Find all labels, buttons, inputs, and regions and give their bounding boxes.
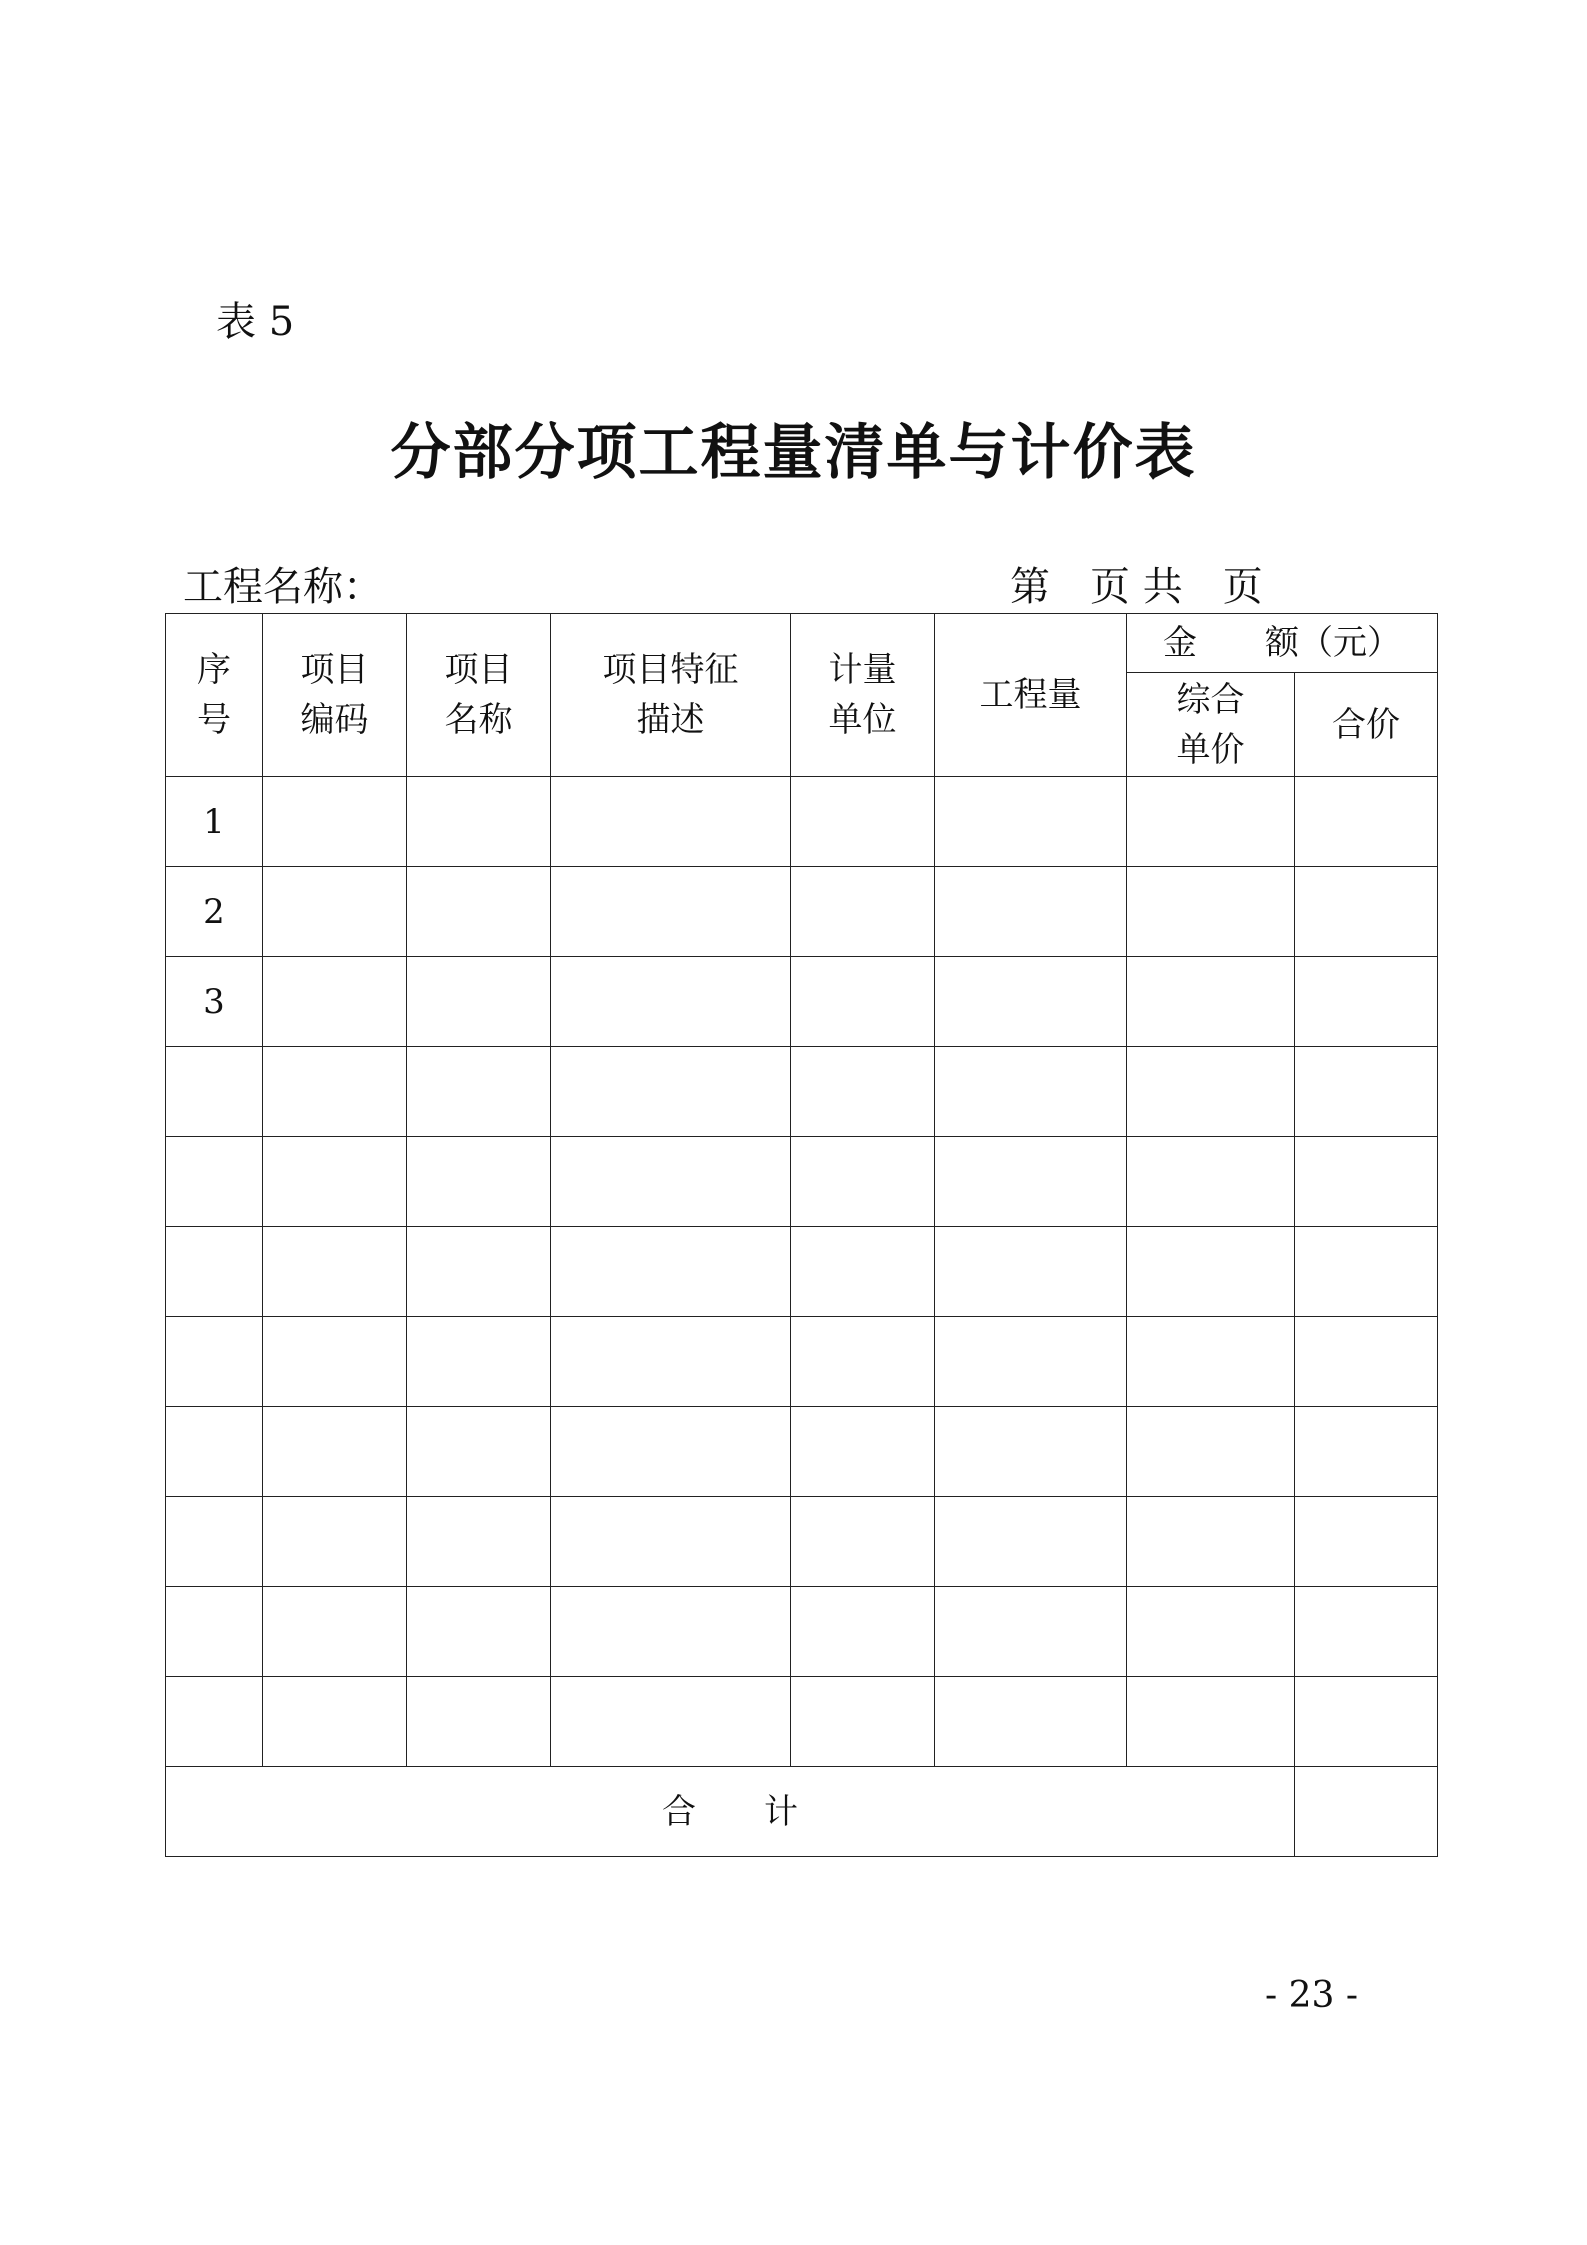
- cell-seq: 2: [166, 867, 263, 957]
- cell-quantity: [935, 1227, 1127, 1317]
- cell-total-price: [1295, 1407, 1438, 1497]
- cell-total-price: [1295, 777, 1438, 867]
- cell-item-description: [551, 1677, 791, 1767]
- cell-item-description: [551, 957, 791, 1047]
- cell-unit: [791, 867, 935, 957]
- cell-quantity: [935, 1677, 1127, 1767]
- table-row: [166, 1677, 1438, 1767]
- cell-unit-price: [1127, 1497, 1295, 1587]
- cell-item-name: [407, 777, 551, 867]
- table-row: [166, 1047, 1438, 1137]
- cell-unit-price: [1127, 777, 1295, 867]
- cell-seq: [166, 1227, 263, 1317]
- cell-seq: [166, 1137, 263, 1227]
- cell-seq: [166, 1677, 263, 1767]
- cell-unit: [791, 1497, 935, 1587]
- header-seq: 序 号: [166, 614, 263, 777]
- cell-quantity: [935, 1587, 1127, 1677]
- cell-total-price: [1295, 1227, 1438, 1317]
- cell-unit-price: [1127, 1047, 1295, 1137]
- bill-of-quantities-table: [165, 613, 1438, 1857]
- cell-unit-price: [1127, 1677, 1295, 1767]
- cell-seq: [166, 1497, 263, 1587]
- header-total-price: 合价: [1295, 673, 1438, 777]
- cell-total-price: [1295, 1677, 1438, 1767]
- cell-seq: [166, 1047, 263, 1137]
- cell-item-name: [407, 1677, 551, 1767]
- table-row: [166, 1317, 1438, 1407]
- total-value-cell: [1295, 1767, 1438, 1857]
- cell-unit-price: [1127, 1137, 1295, 1227]
- table-row: [166, 1227, 1438, 1317]
- header-unit: 计量 单位: [791, 614, 935, 777]
- page-number: - 23 -: [1265, 1975, 1359, 2016]
- header-item-name: 项目 名称: [407, 614, 551, 777]
- cell-item-code: [263, 957, 407, 1047]
- cell-quantity: [935, 1497, 1127, 1587]
- cell-quantity: [935, 1407, 1127, 1497]
- header-unit-price: 综合 单价: [1127, 673, 1295, 777]
- cell-quantity: [935, 1317, 1127, 1407]
- cell-seq: 3: [166, 957, 263, 1047]
- cell-quantity: [935, 1047, 1127, 1137]
- cell-unit-price: [1127, 957, 1295, 1047]
- cell-item-name: [407, 1497, 551, 1587]
- cell-item-description: [551, 1587, 791, 1677]
- cell-total-price: [1295, 1137, 1438, 1227]
- cell-unit: [791, 1407, 935, 1497]
- cell-unit: [791, 1227, 935, 1317]
- cell-item-name: [407, 1047, 551, 1137]
- cell-item-name: [407, 957, 551, 1047]
- cell-item-code: [263, 1497, 407, 1587]
- cell-item-code: [263, 777, 407, 867]
- cell-unit-price: [1127, 1587, 1295, 1677]
- cell-seq: [166, 1317, 263, 1407]
- page-title: 分部分项工程量清单与计价表: [390, 418, 1197, 488]
- cell-quantity: [935, 957, 1127, 1047]
- cell-item-name: [407, 1587, 551, 1677]
- header-row: [166, 614, 1438, 673]
- cell-item-description: [551, 777, 791, 867]
- cell-item-description: [551, 1317, 791, 1407]
- table-row: [166, 1497, 1438, 1587]
- header-item-code: 项目 编码: [263, 614, 407, 777]
- page-count-label: 第 页 共 页: [1010, 564, 1263, 610]
- cell-item-name: [407, 1227, 551, 1317]
- cell-unit: [791, 1677, 935, 1767]
- cell-seq: [166, 1587, 263, 1677]
- cell-item-description: [551, 1137, 791, 1227]
- cell-item-code: [263, 1677, 407, 1767]
- cell-unit-price: [1127, 1227, 1295, 1317]
- cell-total-price: [1295, 1317, 1438, 1407]
- cell-unit: [791, 1047, 935, 1137]
- cell-total-price: [1295, 1047, 1438, 1137]
- cell-item-description: [551, 1407, 791, 1497]
- cell-quantity: [935, 867, 1127, 957]
- cell-item-name: [407, 867, 551, 957]
- cell-item-name: [407, 1317, 551, 1407]
- table-row: [166, 867, 1438, 957]
- header-amount: 金 额（元）: [1127, 614, 1438, 673]
- cell-unit: [791, 1317, 935, 1407]
- cell-total-price: [1295, 1497, 1438, 1587]
- table-row: [166, 957, 1438, 1047]
- cell-total-price: [1295, 957, 1438, 1047]
- cell-item-name: [407, 1407, 551, 1497]
- cell-quantity: [935, 777, 1127, 867]
- cell-unit-price: [1127, 867, 1295, 957]
- cell-seq: [166, 1407, 263, 1497]
- total-label: 合 计: [166, 1767, 1295, 1857]
- cell-item-code: [263, 1407, 407, 1497]
- table-row: [166, 1407, 1438, 1497]
- cell-quantity: [935, 1137, 1127, 1227]
- cell-item-code: [263, 1227, 407, 1317]
- cell-unit-price: [1127, 1407, 1295, 1497]
- header-quantity: 工程量: [935, 614, 1127, 777]
- cell-seq: 1: [166, 777, 263, 867]
- cell-unit: [791, 1137, 935, 1227]
- cell-item-code: [263, 1047, 407, 1137]
- cell-unit: [791, 1587, 935, 1677]
- table-row: [166, 777, 1438, 867]
- cell-unit: [791, 957, 935, 1047]
- cell-item-description: [551, 867, 791, 957]
- cell-total-price: [1295, 867, 1438, 957]
- cell-item-name: [407, 1137, 551, 1227]
- cell-unit: [791, 777, 935, 867]
- cell-item-code: [263, 1587, 407, 1677]
- cell-item-description: [551, 1227, 791, 1317]
- cell-item-code: [263, 867, 407, 957]
- cell-item-code: [263, 1317, 407, 1407]
- project-name-label: 工程名称：: [183, 564, 383, 610]
- cell-item-code: [263, 1137, 407, 1227]
- table-label: 表 5: [216, 299, 295, 345]
- cell-item-description: [551, 1497, 791, 1587]
- cell-total-price: [1295, 1587, 1438, 1677]
- cell-item-description: [551, 1047, 791, 1137]
- table-row: [166, 1587, 1438, 1677]
- header-item-description: 项目特征 描述: [551, 614, 791, 777]
- table-row: [166, 1137, 1438, 1227]
- cell-unit-price: [1127, 1317, 1295, 1407]
- total-row: [166, 1767, 1438, 1857]
